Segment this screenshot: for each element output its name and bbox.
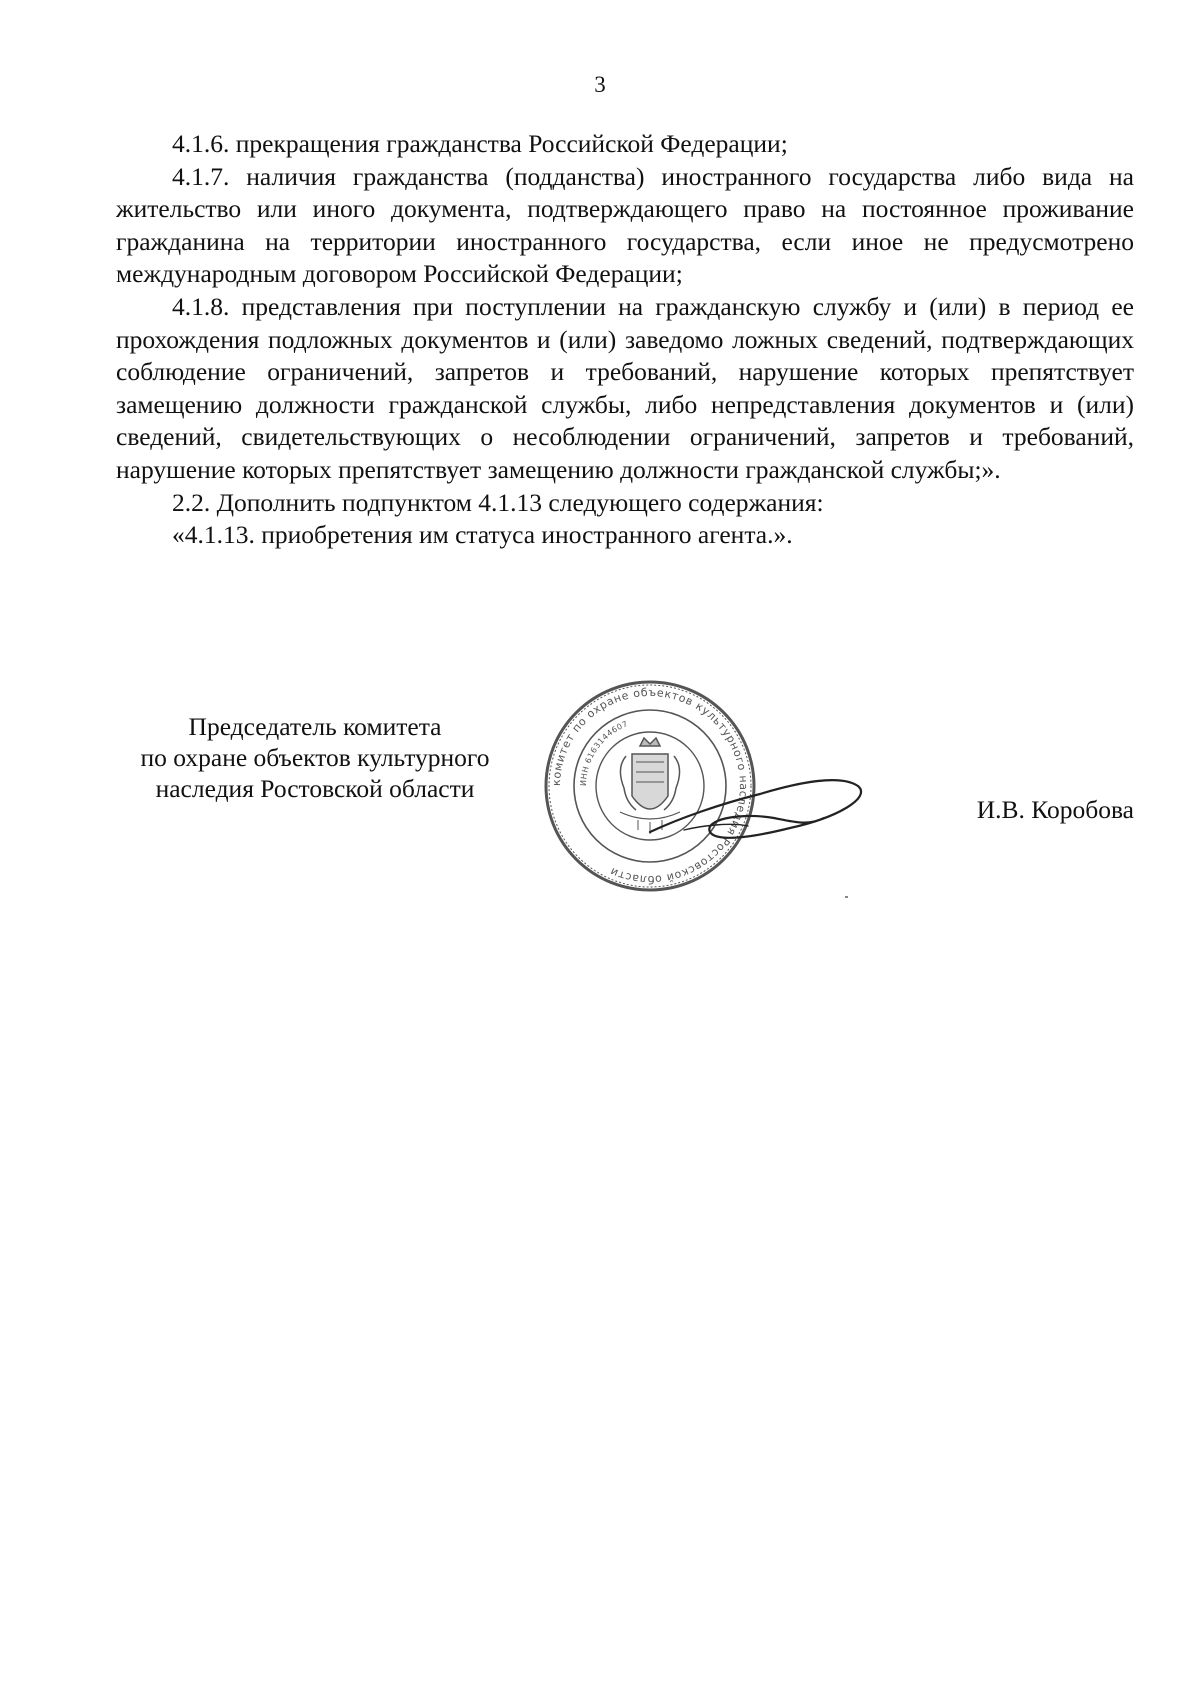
handwritten-signature-icon bbox=[640, 760, 870, 850]
signer-position-line: Председатель комитета bbox=[188, 712, 442, 741]
page-number: 3 bbox=[594, 72, 606, 97]
svg-text:ИНН 6163144607 bbox=[579, 719, 629, 786]
paragraph-4-1-6: 4.1.6. прекращения гражданства Российской Федерации; bbox=[172, 129, 788, 158]
paragraph-4-1-13: «4.1.13. приобретения им статуса иностранного агента.». bbox=[172, 520, 793, 550]
signer-name: И.В. Коробова bbox=[976, 795, 1134, 824]
seal-inner-text: ИНН 6163144607 bbox=[578, 719, 630, 787]
document-body bbox=[116, 128, 1134, 552]
signer-position bbox=[110, 711, 520, 804]
paragraph-4-1-7: 4.1.7. наличия гражданства (подданства) иностранного государства либо вида на жительство или иного документа, подтверждающего право на постоянное проживание гражданина на территории иностранного государства, если иное не предусмотрено международным договором Российской Федерации; bbox=[116, 161, 1134, 289]
paragraph-4-1-8: 4.1.8. представления при поступлении на гражданскую службу и (или) в период ее прохождения подложных документов и (или) заведомо ложных сведений, подтверждающих соблюдение ограничений, запретов и требований, нарушение которых препятствует замещению должности гражданской службы, либо непредставления документов и (или) сведений, свидетельствующих о несоблюдении ограничений, запретов и требований, нарушение которых препятствует замещению должности гражданской службы;». bbox=[116, 291, 1134, 484]
signer-position-line: по охране объектов культурного bbox=[140, 743, 490, 772]
signer-position-line: наследия Ростовской области bbox=[155, 774, 475, 803]
seal-outer-text: комитет по охране объектов культурного наследия Ростовской области bbox=[549, 685, 751, 887]
scan-artifact-dot bbox=[845, 896, 848, 898]
paragraph-2-2: 2.2. Дополнить подпунктом 4.1.13 следующего содержания: bbox=[172, 487, 824, 517]
